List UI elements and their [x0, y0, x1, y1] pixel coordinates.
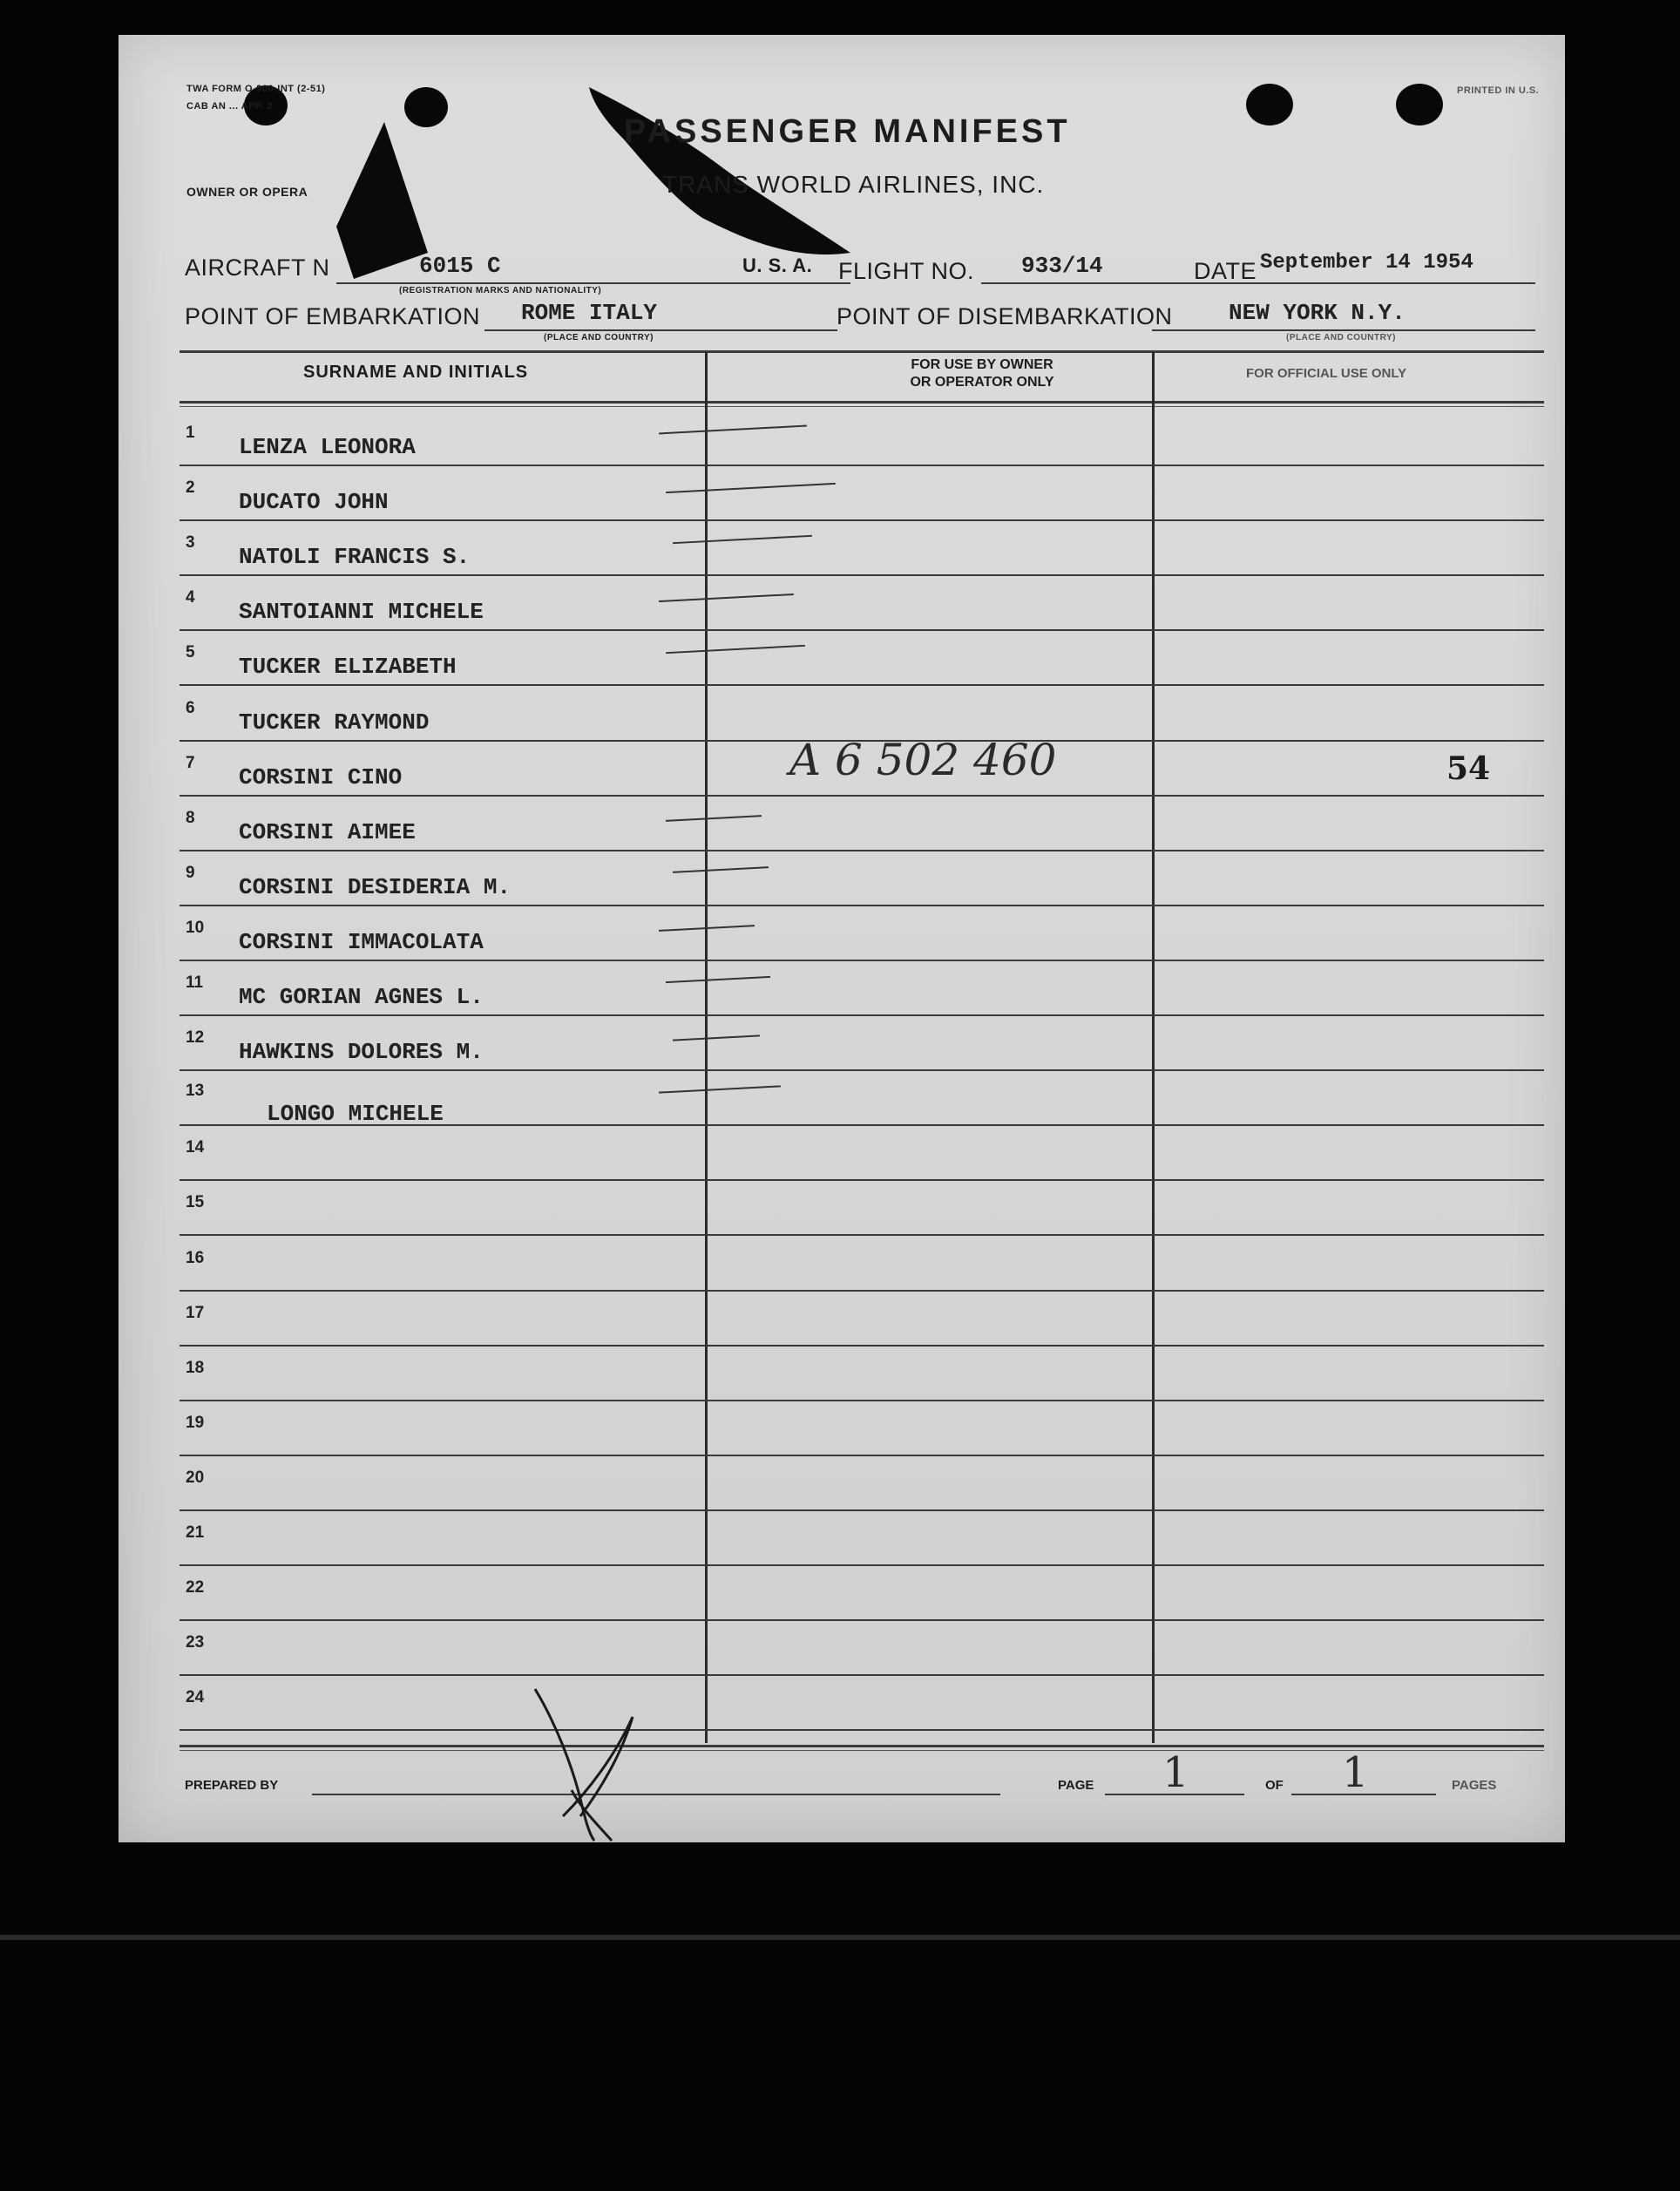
punch-hole — [1246, 84, 1293, 125]
aircraft-sublabel: (REGISTRATION MARKS AND NATIONALITY) — [399, 286, 602, 295]
table-row — [119, 961, 1565, 1016]
table-row — [119, 1511, 1565, 1566]
redaction-blot — [336, 122, 432, 279]
table-row — [119, 1292, 1565, 1346]
prepared-by-label: PREPARED BY — [185, 1778, 279, 1793]
pen-mark — [659, 1086, 781, 1094]
col-header-surname: SURNAME AND INITIALS — [303, 363, 529, 382]
table-row — [119, 797, 1565, 851]
page-title: PASSENGER MANIFEST — [624, 113, 1071, 150]
flight-no-label: FLIGHT NO. — [838, 258, 975, 284]
row-number: 23 — [186, 1633, 205, 1652]
row-number: 16 — [186, 1248, 205, 1267]
col-header-owner-1: FOR USE BY OWNER — [911, 357, 1053, 372]
embarkation-value: ROME ITALY — [521, 300, 658, 326]
top-right-mark: PRINTED IN U.S. — [1457, 85, 1540, 96]
row-number: 20 — [186, 1468, 205, 1487]
punch-hole — [1396, 84, 1443, 125]
table-row — [119, 411, 1565, 466]
row-number: 22 — [186, 1578, 205, 1597]
scan-edge — [0, 1935, 1680, 1940]
row-number: 7 — [186, 753, 195, 772]
table-row — [119, 1237, 1565, 1292]
pen-mark — [666, 815, 762, 822]
row-number: 14 — [186, 1138, 205, 1157]
of-value: 1 — [1342, 1748, 1369, 1797]
table-row — [119, 1346, 1565, 1401]
table-row — [119, 1016, 1565, 1071]
passenger-name: MC GORIAN AGNES L. — [239, 984, 484, 1010]
disembarkation-label: POINT OF DISEMBARKATION — [837, 303, 1173, 329]
manifest-sheet — [119, 35, 1565, 1842]
passenger-name: NATOLI FRANCIS S. — [239, 544, 471, 571]
pen-mark — [673, 866, 769, 873]
of-label: OF — [1265, 1778, 1284, 1793]
pen-mark — [666, 645, 805, 654]
table-row — [119, 734, 1565, 797]
pen-mark — [659, 925, 755, 932]
airline-name: TRANS WORLD AIRLINES, INC. — [662, 171, 1045, 198]
row-number: 13 — [186, 1082, 205, 1101]
col-header-owner-2: OR OPERATOR ONLY — [910, 375, 1054, 390]
table-row — [119, 466, 1565, 521]
signature — [528, 1686, 650, 1842]
col-header-official: FOR OFFICIAL USE ONLY — [1246, 366, 1407, 381]
row-number: 6 — [186, 698, 195, 717]
owner-note: A 6 502 460 — [789, 734, 1057, 785]
aircraft-label: AIRCRAFT N — [185, 254, 330, 281]
table-row — [119, 851, 1565, 906]
owner-label: OWNER OR OPERA — [186, 185, 308, 199]
pen-mark — [666, 976, 770, 983]
passenger-name: SANTOIANNI MICHELE — [239, 599, 484, 626]
page-label: PAGE — [1058, 1778, 1094, 1793]
row-number: 10 — [186, 918, 205, 937]
row-number: 15 — [186, 1193, 205, 1212]
row-number: 18 — [186, 1358, 205, 1377]
nationality: U. S. A. — [742, 254, 813, 276]
row-number: 8 — [186, 808, 195, 827]
row-number: 17 — [186, 1303, 205, 1322]
disembarkation-value: NEW YORK N.Y. — [1229, 300, 1406, 326]
passenger-name: CORSINI AIMEE — [239, 818, 416, 845]
date-label: DATE — [1194, 258, 1257, 284]
embarkation-sublabel: (PLACE AND COUNTRY) — [544, 333, 654, 343]
table-row — [119, 1126, 1565, 1181]
pen-mark — [673, 535, 812, 544]
table-row — [119, 687, 1565, 742]
row-number: 1 — [186, 424, 195, 442]
row-number: 3 — [186, 533, 195, 553]
row-number: 9 — [186, 863, 195, 882]
page-value: 1 — [1162, 1748, 1189, 1797]
table-row — [119, 1566, 1565, 1621]
row-number: 2 — [186, 478, 195, 498]
row-number: 5 — [186, 643, 195, 662]
passenger-name: LONGO MICHELE — [267, 1101, 444, 1128]
table-row — [119, 521, 1565, 576]
row-number: 21 — [186, 1523, 205, 1542]
disembarkation-sublabel: (PLACE AND COUNTRY) — [1286, 333, 1396, 343]
pen-mark — [659, 594, 794, 602]
table-row — [119, 1401, 1565, 1456]
table-row — [119, 1181, 1565, 1236]
table-row — [119, 906, 1565, 961]
passenger-name: CORSINI IMMACOLATA — [239, 928, 484, 955]
table-row — [119, 1676, 1565, 1731]
passenger-name: TUCKER ELIZABETH — [239, 654, 457, 681]
aircraft-value: 6015 C — [419, 253, 501, 279]
pen-mark — [659, 425, 807, 435]
table-row — [119, 1456, 1565, 1511]
passenger-name: TUCKER RAYMOND — [239, 709, 430, 736]
date-value: September 14 1954 — [1260, 251, 1473, 275]
passenger-name: CORSINI DESIDERIA M. — [239, 873, 511, 900]
row-number: 11 — [186, 973, 204, 992]
table-row — [119, 631, 1565, 686]
pages-label: PAGES — [1452, 1778, 1497, 1793]
row-number: 19 — [186, 1413, 205, 1432]
row-number: 4 — [186, 588, 195, 607]
cab-reference: CAB AN ... APP. 2 — [186, 101, 274, 112]
row-number: 24 — [186, 1688, 205, 1707]
form-number: TWA FORM O-900-INT (2-51) — [186, 84, 326, 94]
pen-mark — [666, 483, 836, 493]
embarkation-label: POINT OF EMBARKATION — [185, 303, 481, 329]
passenger-name: DUCATO JOHN — [239, 489, 389, 516]
table-row — [119, 1621, 1565, 1676]
table-row — [119, 576, 1565, 631]
table-row — [119, 1071, 1565, 1126]
official-note: 54 — [1446, 750, 1491, 787]
passenger-name: LENZA LEONORA — [239, 434, 416, 460]
flight-no-value: 933/14 — [1021, 253, 1103, 279]
passenger-name: HAWKINS DOLORES M. — [239, 1039, 484, 1066]
pen-mark — [673, 1034, 760, 1041]
row-number: 12 — [186, 1028, 205, 1048]
passenger-name: CORSINI CINO — [239, 763, 403, 790]
